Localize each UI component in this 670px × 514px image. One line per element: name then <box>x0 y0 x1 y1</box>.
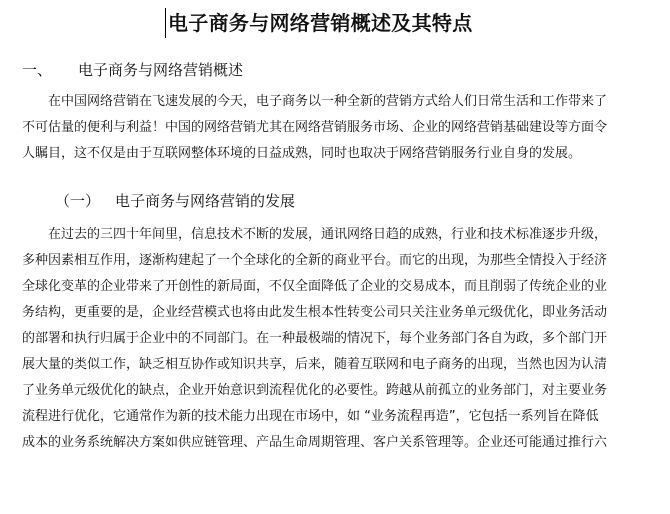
paragraph-line: 流程进行优化，它通常作为新的技术能力出现在市场中，如 “业务流程再造”，它包括一系列旨在降低 <box>22 409 599 424</box>
paragraph-line: 展大量的类似工作，缺乏相互协作或知识共享，后来，随着互联网和电子商务的出现，当然也因为认清 <box>22 357 608 372</box>
section-1-paragraph <box>22 89 662 167</box>
section-1-heading: 电子商务与网络营销概述 <box>78 61 244 79</box>
paragraph-line: 在中国网络营销在飞速发展的今天，电子商务以一种全新的营销方式给人们日常生活和工作带来了 <box>48 94 608 109</box>
subsection-1-number: （一） <box>55 192 101 210</box>
paragraph-line: 的部署和执行归属于企业中的不同部门。在一种最极端的情况下，每个业务部门各自为政，多个部门开 <box>22 331 608 346</box>
paragraph-line: 人瞩目，这不仅是由于互联网整体环境的日益成熟，同时也取决于网络营销服务行业自身的发展。 <box>22 146 582 161</box>
paragraph-line: 全球化变革的企业带来了开创性的新局面，不仅全面降低了企业的交易成本，而且削弱了传统企业的业 <box>22 279 608 294</box>
paragraph-line: 了业务单元级优化的缺点，企业开始意识到流程优化的必要性。跨越从前孤立的业务部门，对主要业务 <box>22 383 608 398</box>
subsection-1-heading: 电子商务与网络营销的发展 <box>115 192 296 210</box>
paragraph-line: 务结构，更重要的是，企业经营模式也将由此发生根本性转变公司只关注业务单元级优化，即业务活动 <box>22 305 608 320</box>
paragraph-line: 不可估量的便利与利益！中国的网络营销尤其在网络营销服务市场、企业的网络营销基础建设等方面令 <box>22 120 608 135</box>
section-1-number: 一、 <box>22 61 53 79</box>
text-cursor <box>165 8 166 38</box>
paragraph-line: 在过去的三四十年间里，信息技术不断的发展，通讯网络日趋的成熟，行业和技术标准逐步升级， <box>48 227 608 242</box>
document-title: 电子商务与网络营销概述及其特点 <box>168 11 473 35</box>
paragraph-line: 成本的业务系统解决方案如供应链管理、产品生命周期管理、客户关系管理等。企业还可能通过推行六 <box>22 435 608 450</box>
subsection-1-paragraph <box>22 222 662 456</box>
paragraph-line: 多种因素相互作用，逐渐构建起了一个全球化的全新的商业平台。而它的出现，为那些全情投入于经济 <box>22 253 608 268</box>
